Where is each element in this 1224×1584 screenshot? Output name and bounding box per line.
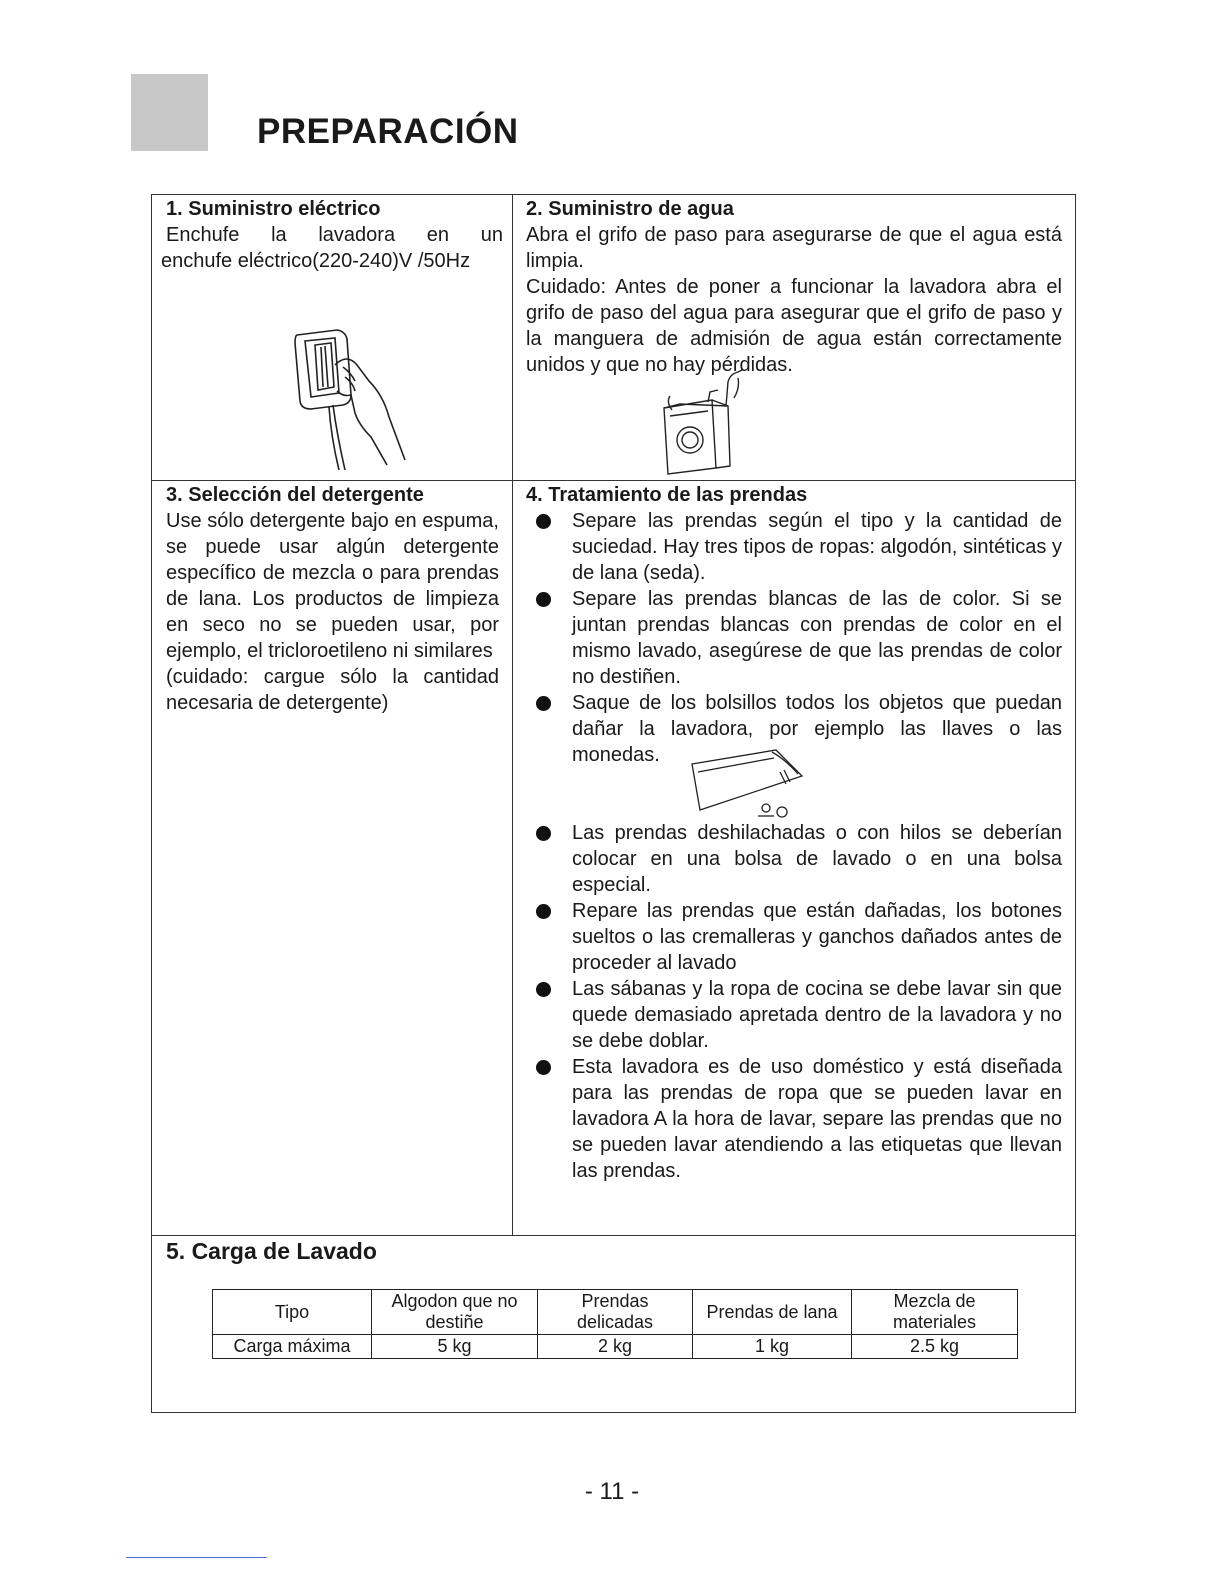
row-divider-1 xyxy=(151,480,1076,481)
table-header-cell: Mezcla de materiales xyxy=(852,1290,1018,1335)
section-detergent xyxy=(166,482,499,716)
list-item: Separe las prendas según el tipo y la cantidad de suciedad. Hay tres tipos de ropas: algodón, sintéticas y de lana (seda). xyxy=(526,508,1062,586)
load-heading: 5. Carga de Lavado xyxy=(166,1238,377,1264)
bullet-icon xyxy=(536,826,551,841)
bullet-icon xyxy=(536,696,551,711)
section-marker xyxy=(131,74,208,151)
garments-heading: 4. Tratamiento de las prendas xyxy=(526,484,808,506)
section-water xyxy=(526,196,1062,378)
list-item: Esta lavadora es de uso doméstico y está diseñada para las prendas de ropa que se pueden lavar en lavadora A la hora de lavar, separe las prendas que no se pueden lavar atendiendo a las etiquetas que llevan las prendas. xyxy=(526,1054,1062,1184)
table-header-cell: Tipo xyxy=(213,1290,372,1335)
page-number: - 11 - xyxy=(584,1478,640,1505)
power-text-line2: enchufe eléctrico(220-240)V /50Hz xyxy=(161,250,471,272)
footer-rule xyxy=(126,1557,267,1558)
water-heading: 2. Suministro de agua xyxy=(526,198,734,220)
garments-list xyxy=(526,508,1062,1184)
list-item: Saque de los bolsillos todos los objetos que puedan dañar la lavadora, por ejemplo las llaves o las monedas. xyxy=(526,690,1062,768)
table-row xyxy=(213,1335,1018,1359)
section-power xyxy=(163,196,503,274)
table-header-cell: Prendas de lana xyxy=(693,1290,852,1335)
table-header-cell: Algodon que no destiñe xyxy=(372,1290,538,1335)
table-cell: Carga máxima xyxy=(213,1335,372,1359)
table-cell: 2 kg xyxy=(538,1335,693,1359)
bullet-icon xyxy=(536,592,551,607)
detergent-caution: (cuidado: cargue sólo la cantidad necesaria de detergente) xyxy=(166,666,499,714)
bullet-icon xyxy=(536,514,551,529)
pocket-objects-illustration xyxy=(690,746,810,818)
power-heading: 1. Suministro eléctrico xyxy=(166,198,381,220)
list-item: Repare las prendas que están dañadas, los botones sueltos o las cremalleras y ganchos dañados antes de proceder al lavado xyxy=(526,898,1062,976)
bullet-icon xyxy=(536,1060,551,1075)
list-item: Las sábanas y la ropa de cocina se debe lavar sin que quede demasiado apretada dentro de la lavadora y no se debe doblar. xyxy=(526,976,1062,1054)
table-cell: 2.5 kg xyxy=(852,1335,1018,1359)
row-divider-2 xyxy=(151,1235,1076,1236)
table-cell: 5 kg xyxy=(372,1335,538,1359)
plug-socket-illustration xyxy=(285,325,425,475)
power-text-line1: Enchufe la lavadora en un xyxy=(166,224,503,246)
page-title: PREPARACIÓN xyxy=(257,112,519,151)
column-divider xyxy=(512,194,513,1235)
list-item: Las prendas deshilachadas o con hilos se deberían colocar en una bolsa de lavado o en una bolsa especial. xyxy=(526,820,1062,898)
washer-tap-illustration xyxy=(656,368,752,478)
list-item: Separe las prendas blancas de las de color. Si se juntan prendas blancas con prendas de color en el mismo lavado, asegúrese de que las prendas de color no destiñen. xyxy=(526,586,1062,690)
water-text: Abra el grifo de paso para asegurarse de que el agua está limpia. xyxy=(526,224,1062,272)
table-cell: 1 kg xyxy=(693,1335,852,1359)
table-header-cell: Prendas delicadas xyxy=(538,1290,693,1335)
detergent-text: Use sólo detergente bajo en espuma, se puede usar algún detergente específico de mezcla o para prendas de lana. Los productos de limpieza en seco no se pueden usar, por ejemplo, el tricloroetileno ni similares xyxy=(166,510,499,662)
bullet-icon xyxy=(536,982,551,997)
water-caution: Cuidado: Antes de poner a funcionar la lavadora abra el grifo de paso del agua para asegurar que el grifo de paso y la manguera de admisión de agua están correctamente unidos y que no hay pérdidas. xyxy=(526,276,1062,376)
section-garments xyxy=(526,482,1062,1184)
load-table xyxy=(212,1289,1018,1359)
table-row xyxy=(213,1290,1018,1335)
detergent-heading: 3. Selección del detergente xyxy=(166,484,424,506)
bullet-icon xyxy=(536,904,551,919)
